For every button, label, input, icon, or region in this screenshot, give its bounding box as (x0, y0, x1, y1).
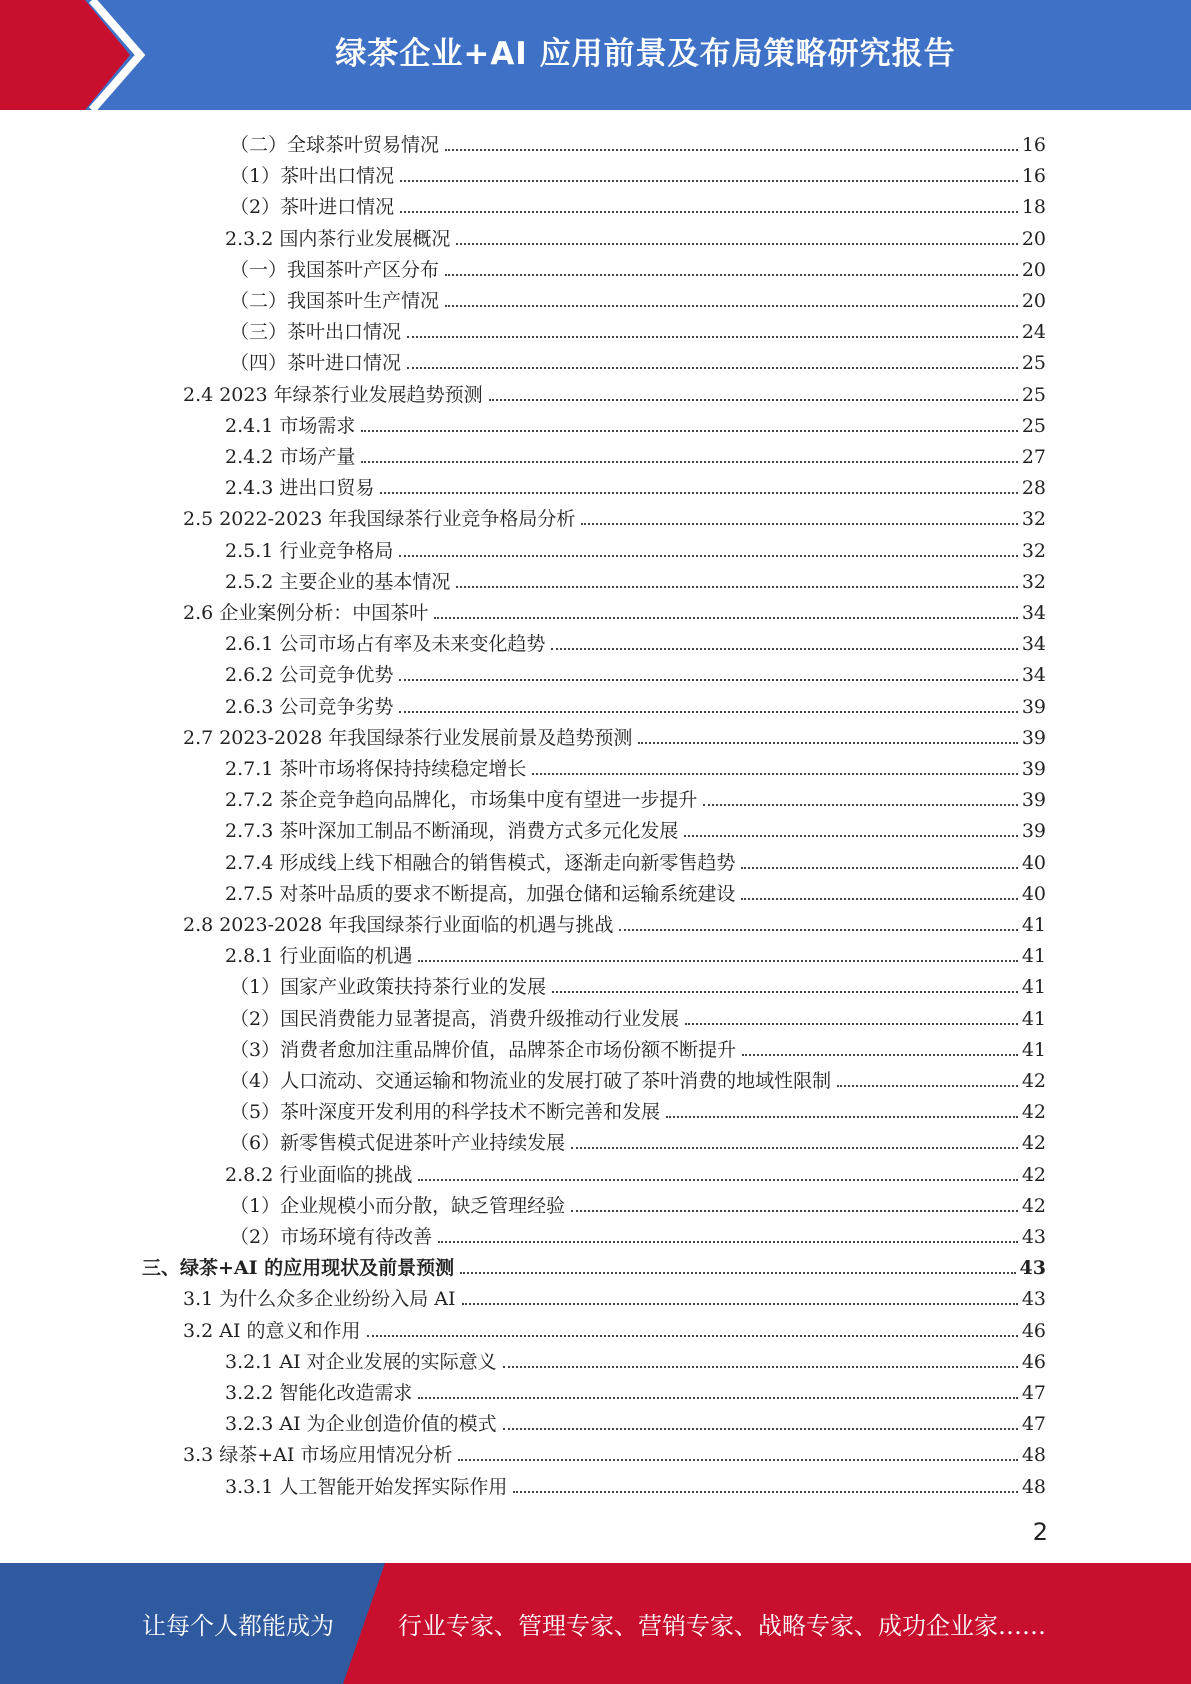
toc-entry-number: 2.6.2 (225, 664, 274, 687)
toc-entry-title: 行业面临的机遇 (279, 945, 413, 968)
toc-entry[interactable] (183, 1436, 1046, 1467)
toc-dot-leader (619, 929, 1017, 931)
toc-entry-number: 3.1 (183, 1288, 214, 1311)
toc-entry[interactable] (183, 1312, 1046, 1343)
toc-entry[interactable] (225, 563, 1046, 594)
toc-entry-page: 41 (1021, 1038, 1046, 1061)
toc-entry[interactable] (225, 1374, 1046, 1405)
toc-dot-leader (489, 399, 1018, 401)
toc-entry-title: 市场产量 (279, 446, 356, 468)
toc-dot-leader (551, 648, 1017, 650)
toc-entry-title: AI 为企业创造价值的模式 (279, 1413, 497, 1436)
toc-entry[interactable] (225, 781, 1046, 812)
toc-entry-title: （三）茶叶出口情况 (230, 321, 402, 344)
toc-entry[interactable] (230, 126, 1046, 157)
toc-dot-leader (741, 898, 1017, 900)
toc-entry[interactable] (225, 1156, 1046, 1187)
toc-entry[interactable] (230, 1000, 1046, 1031)
toc-entry-number: 2.7.1 (225, 758, 274, 780)
toc-entry-title: 国内茶行业发展概况 (279, 227, 451, 250)
footer-slogan-left: 让每个人都能成为 (142, 1612, 334, 1640)
toc-entry-page: 47 (1021, 1413, 1046, 1436)
toc-entry[interactable] (225, 688, 1046, 719)
toc-entry[interactable] (230, 188, 1046, 219)
toc-entry-page: 16 (1021, 134, 1046, 156)
toc-dot-leader (462, 1303, 1018, 1305)
toc-entry-title: （2）国民消费能力显著提高，消费升级推动行业发展 (230, 1007, 680, 1030)
toc-entry[interactable] (183, 500, 1046, 531)
toc-entry-number: 2.4.1 (225, 414, 274, 437)
toc-dot-leader (837, 1085, 1018, 1087)
toc-entry-page: 41 (1021, 1007, 1046, 1030)
toc-dot-leader (445, 305, 1018, 307)
toc-entry-page: 40 (1021, 882, 1046, 905)
toc-entry-title: （4）人口流动、交通运输和物流业的发展打破了茶叶消费的地域性限制 (230, 1070, 832, 1092)
toc-entry[interactable] (230, 1124, 1046, 1155)
toc-entry-number: 3.2.2 (225, 1382, 274, 1404)
toc-dot-leader (400, 180, 1018, 182)
toc-entry-title: 2023-2028 年我国绿茶行业面临的机遇与挑战 (219, 914, 614, 936)
toc-dot-leader (445, 149, 1018, 151)
toc-entry[interactable] (225, 937, 1046, 968)
toc-entry-title: （二）我国茶叶生产情况 (230, 290, 440, 312)
toc-entry-title: 茶企竞争趋向品牌化，市场集中度有望进一步提升 (279, 789, 698, 812)
toc-dot-leader (407, 367, 1018, 369)
toc-dot-leader (400, 211, 1018, 213)
footer-slogan-right: 行业专家、管理专家、营销专家、战略专家、成功企业家…… (398, 1612, 1046, 1640)
toc-entry[interactable] (225, 875, 1046, 906)
toc-entry-number: 2.4.3 (225, 477, 274, 500)
toc-dot-leader (407, 336, 1018, 338)
toc-entry-page: 32 (1021, 570, 1046, 593)
toc-entry-page: 32 (1021, 539, 1046, 562)
toc-entry-page: 39 (1021, 695, 1046, 718)
toc-dot-leader (367, 1335, 1018, 1337)
toc-dot-leader (513, 1491, 1017, 1493)
toc-entry-title: 公司市场占有率及未来变化趋势 (279, 633, 546, 656)
toc-entry-title: 对茶叶品质的要求不断提高，加强仓储和运输系统建设 (279, 882, 736, 905)
toc-entry[interactable] (225, 750, 1046, 781)
toc-entry-page: 46 (1021, 1319, 1046, 1342)
toc-dot-leader (380, 492, 1017, 494)
toc-entry-page: 43 (1021, 1226, 1046, 1248)
toc-dot-leader (361, 430, 1017, 432)
toc-entry[interactable] (142, 1249, 1046, 1280)
toc-dot-leader (418, 960, 1017, 962)
toc-entry[interactable] (183, 594, 1046, 625)
toc-entry[interactable] (225, 532, 1046, 563)
toc-entry-title: 行业面临的挑战 (279, 1163, 413, 1186)
toc-entry-title: 形成线上线下相融合的销售模式，逐渐走向新零售趋势 (279, 851, 736, 874)
page-header (0, 0, 1191, 110)
toc-dot-leader (741, 867, 1017, 869)
toc-dot-leader (418, 1397, 1017, 1399)
toc-entry-title: 公司竞争优势 (279, 664, 394, 687)
toc-entry-page: 34 (1021, 602, 1046, 624)
toc-entry-page: 41 (1021, 914, 1046, 936)
toc-entry[interactable] (230, 968, 1046, 999)
toc-entry-title: （5）茶叶深度开发利用的科学技术不断完善和发展 (230, 1101, 661, 1124)
toc-entry-page: 24 (1021, 321, 1046, 344)
toc-dot-leader (460, 1272, 1015, 1274)
toc-entry-number: 2.3.2 (225, 227, 274, 250)
toc-entry[interactable] (230, 157, 1046, 188)
toc-dot-leader (399, 555, 1017, 557)
toc-entry-title: 主要企业的基本情况 (279, 570, 451, 593)
toc-entry[interactable] (225, 438, 1046, 469)
toc-dot-leader (438, 1241, 1018, 1243)
toc-dot-leader (742, 1054, 1018, 1056)
toc-entry[interactable] (225, 656, 1046, 687)
toc-entry-page: 43 (1021, 1288, 1046, 1311)
toc-entry-page: 39 (1021, 726, 1046, 749)
toc-dot-leader (445, 274, 1018, 276)
toc-dot-leader (685, 1023, 1018, 1025)
toc-entry-number: 2.7.3 (225, 820, 274, 843)
toc-entry-page: 34 (1021, 633, 1046, 656)
header-arrow-decoration (0, 0, 160, 110)
report-title: 绿茶企业+AI 应用前景及布局策略研究报告 (335, 35, 956, 72)
toc-entry-title: AI 的意义和作用 (219, 1319, 361, 1342)
toc-entry[interactable] (230, 251, 1046, 282)
toc-entry-title: 三、绿茶+AI 的应用现状及前景预测 (142, 1257, 455, 1280)
toc-entry-title: 为什么众多企业纷纷入局 AI (219, 1288, 456, 1311)
toc-entry-page: 41 (1021, 945, 1046, 968)
toc-dot-leader (666, 1116, 1018, 1118)
toc-dot-leader (456, 586, 1017, 588)
toc-entry-page: 20 (1021, 227, 1046, 250)
toc-dot-leader (458, 1459, 1017, 1461)
toc-entry[interactable] (183, 376, 1046, 407)
toc-entry-page: 42 (1021, 1132, 1046, 1155)
toc-dot-leader (434, 617, 1018, 619)
toc-entry-page: 39 (1021, 758, 1046, 780)
toc-entry-page: 25 (1021, 352, 1046, 375)
toc-entry-number: 2.8.2 (225, 1163, 274, 1186)
toc-entry-page: 16 (1021, 165, 1046, 188)
toc-entry-number: 3.2.3 (225, 1413, 274, 1436)
toc-entry-title: 智能化改造需求 (279, 1382, 413, 1404)
toc-entry-title: 人工智能开始发挥实际作用 (279, 1475, 508, 1498)
toc-dot-leader (571, 1210, 1018, 1212)
toc-entry-page: 43 (1019, 1257, 1046, 1280)
toc-entry-page: 42 (1021, 1194, 1046, 1217)
toc-entry[interactable] (183, 1280, 1046, 1311)
toc-entry-page: 25 (1021, 383, 1046, 406)
toc-entry-title: （2）茶叶进口情况 (230, 196, 395, 219)
toc-dot-leader (399, 711, 1017, 713)
toc-entry-page: 34 (1021, 664, 1046, 687)
toc-entry-number: 2.7.2 (225, 789, 274, 812)
toc-entry[interactable] (225, 1343, 1046, 1374)
toc-entry-page: 20 (1021, 258, 1046, 281)
toc-dot-leader (581, 523, 1017, 525)
toc-entry-number: 3.2.1 (225, 1350, 274, 1373)
toc-entry-number: 2.6.1 (225, 633, 274, 656)
toc-dot-leader (684, 835, 1017, 837)
toc-entry-page: 42 (1021, 1070, 1046, 1092)
toc-entry-title: 绿茶+AI 市场应用情况分析 (219, 1444, 453, 1467)
toc-entry-page: 32 (1021, 508, 1046, 531)
toc-entry-number: 3.3.1 (225, 1475, 274, 1498)
toc-entry[interactable] (225, 625, 1046, 656)
toc-entry-number: 2.7 (183, 726, 214, 749)
toc-entry-number: 2.4.2 (225, 446, 274, 468)
toc-entry[interactable] (230, 1062, 1046, 1093)
toc-entry-page: 28 (1021, 477, 1046, 500)
toc-entry-page: 48 (1021, 1475, 1046, 1498)
toc-entry-number: 3.3 (183, 1444, 214, 1467)
toc-dot-leader (571, 1147, 1018, 1149)
toc-entry[interactable] (225, 220, 1046, 251)
toc-dot-leader (503, 1366, 1018, 1368)
toc-entry[interactable] (230, 1031, 1046, 1062)
toc-entry-number: 2.6 (183, 602, 214, 624)
toc-dot-leader (552, 991, 1018, 993)
toc-entry[interactable] (225, 469, 1046, 500)
page-footer (0, 1563, 1191, 1684)
toc-entry-page: 25 (1021, 414, 1046, 437)
page-number: 2 (1032, 1518, 1048, 1546)
toc-entry-title: 茶叶市场将保持持续稳定增长 (279, 758, 527, 780)
toc-entry[interactable] (230, 282, 1046, 313)
toc-entry-title: AI 对企业发展的实际意义 (279, 1350, 497, 1373)
toc-entry[interactable] (230, 1187, 1046, 1218)
toc-entry[interactable] (230, 313, 1046, 344)
toc-entry-number: 2.7.4 (225, 851, 274, 874)
toc-entry[interactable] (225, 407, 1046, 438)
toc-entry-title: 茶叶深加工制品不断涌现，消费方式多元化发展 (279, 820, 679, 843)
toc-entry-page: 48 (1021, 1444, 1046, 1467)
toc-entry[interactable] (183, 719, 1046, 750)
toc-entry-title: 进出口贸易 (279, 477, 375, 500)
toc-entry[interactable] (183, 906, 1046, 937)
toc-entry-page: 46 (1021, 1350, 1046, 1373)
toc-entry[interactable] (230, 344, 1046, 375)
toc-entry[interactable] (225, 812, 1046, 843)
toc-entry-title: （3）消费者愈加注重品牌价值，品牌茶企市场份额不断提升 (230, 1038, 737, 1061)
toc-entry-title: （四）茶叶进口情况 (230, 352, 402, 375)
toc-entry-title: 企业案例分析：中国茶叶 (219, 602, 429, 624)
toc-dot-leader (361, 461, 1017, 463)
toc-dot-leader (532, 773, 1017, 775)
toc-entry-title: 2022-2023 年我国绿茶行业竞争格局分析 (219, 508, 576, 531)
toc-entry-number: 2.5.2 (225, 570, 274, 593)
toc-entry-page: 39 (1021, 789, 1046, 812)
toc-entry-page: 47 (1021, 1382, 1046, 1404)
toc-entry-title: （1）茶叶出口情况 (230, 165, 395, 188)
toc-entry-title: （2）市场环境有待改善 (230, 1226, 433, 1248)
toc-entry-title: 行业竞争格局 (279, 539, 394, 562)
toc-entry-number: 2.5.1 (225, 539, 274, 562)
toc-entry-number: 2.8.1 (225, 945, 274, 968)
toc-entry-number: 2.4 (183, 383, 214, 406)
toc-entry-page: 39 (1021, 820, 1046, 843)
toc-dot-leader (638, 742, 1017, 744)
toc-entry-number: 2.8 (183, 914, 214, 936)
toc-dot-leader (456, 243, 1017, 245)
toc-entry-number: 2.7.5 (225, 882, 274, 905)
toc-entry-page: 20 (1021, 290, 1046, 312)
toc-entry-title: （1）企业规模小而分散，缺乏管理经验 (230, 1194, 566, 1217)
toc-entry-title: （二）全球茶叶贸易情况 (230, 134, 440, 156)
toc-entry-number: 2.6.3 (225, 695, 274, 718)
toc-entry[interactable] (230, 1218, 1046, 1249)
toc-entry-number: 2.5 (183, 508, 214, 531)
toc-entry-page: 40 (1021, 851, 1046, 874)
toc-entry-page: 18 (1021, 196, 1046, 219)
toc-entry[interactable] (225, 1468, 1046, 1499)
toc-entry-page: 42 (1021, 1101, 1046, 1124)
toc-entry[interactable] (225, 844, 1046, 875)
toc-entry[interactable] (225, 1405, 1046, 1436)
toc-entry-title: （6）新零售模式促进茶叶产业持续发展 (230, 1132, 566, 1155)
toc-entry[interactable] (230, 1093, 1046, 1124)
toc-entry-title: 2023-2028 年我国绿茶行业发展前景及趋势预测 (219, 726, 633, 749)
toc-entry-title: 公司竞争劣势 (279, 695, 394, 718)
toc-dot-leader (418, 1179, 1017, 1181)
toc-dot-leader (503, 1428, 1018, 1430)
toc-entry-page: 27 (1021, 446, 1046, 468)
toc-entry-page: 42 (1021, 1163, 1046, 1186)
toc-entry-title: （1）国家产业政策扶持茶行业的发展 (230, 976, 547, 999)
toc-entry-title: 2023 年绿茶行业发展趋势预测 (219, 383, 483, 406)
toc-entry-title: 市场需求 (279, 414, 356, 437)
toc-dot-leader (399, 679, 1017, 681)
toc-entry-page: 41 (1021, 976, 1046, 999)
toc-entry-title: （一）我国茶叶产区分布 (230, 258, 440, 281)
toc-dot-leader (703, 804, 1017, 806)
toc-entry-number: 3.2 (183, 1319, 214, 1342)
